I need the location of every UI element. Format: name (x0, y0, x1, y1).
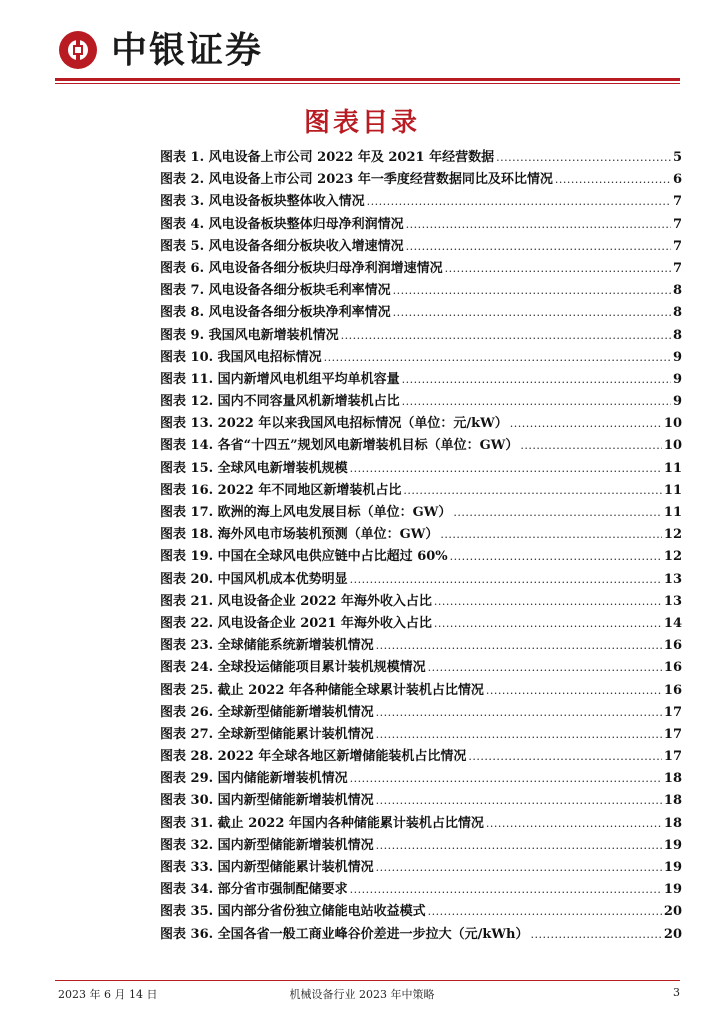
toc-leader-dots (350, 768, 662, 790)
toc-entry-page: 8 (672, 327, 682, 343)
toc-entry-page: 8 (672, 305, 682, 321)
toc-leader-dots (376, 857, 662, 879)
toc-entry-page: 19 (663, 860, 682, 875)
toc-entry-page: 16 (663, 682, 682, 698)
toc-leader-dots (350, 458, 662, 480)
toc-entry-page: 8 (672, 283, 682, 299)
toc-entry-page: 20 (663, 926, 682, 942)
toc-entry[interactable] (160, 280, 682, 302)
toc-leader-dots (402, 369, 671, 391)
toc-entry[interactable] (160, 391, 682, 413)
toc-entry-page: 9 (672, 349, 682, 365)
toc-leader-dots (376, 724, 662, 746)
toc-entry[interactable] (160, 724, 682, 746)
toc-entry-label: 图表 25. 截止 2022 年各种储能全球累计装机占比情况 (160, 682, 484, 698)
toc-leader-dots (376, 790, 662, 812)
toc-entry-label: 图表 26. 全球新型储能新增装机情况 (160, 704, 374, 720)
toc-entry[interactable] (160, 835, 682, 857)
toc-leader-dots (450, 546, 662, 568)
toc-entry-label: 图表 22. 风电设备企业 2021 年海外收入占比 (160, 615, 432, 631)
toc-entry[interactable] (160, 325, 682, 347)
toc-entry-page: 19 (663, 837, 682, 853)
toc-entry[interactable] (160, 369, 682, 391)
toc-leader-dots (468, 746, 662, 768)
toc-entry-page: 9 (672, 371, 682, 387)
toc-entry[interactable] (160, 879, 682, 901)
toc-leader-dots (555, 169, 671, 191)
toc-entry[interactable] (160, 147, 682, 169)
toc-leader-dots (520, 435, 662, 457)
page-header (55, 25, 680, 75)
toc-entry[interactable] (160, 813, 682, 835)
toc-entry[interactable] (160, 857, 682, 879)
toc-entry-label: 图表 8. 风电设备各细分板块净利率情况 (160, 305, 391, 321)
toc-entry[interactable] (160, 302, 682, 324)
toc-entry-label: 图表 1. 风电设备上市公司 2022 年及 2021 年经营数据 (160, 150, 495, 165)
toc-leader-dots (406, 236, 671, 258)
toc-entry-label: 图表 9. 我国风电新增装机情况 (160, 327, 339, 343)
toc-entry[interactable] (160, 591, 682, 613)
toc-entry-label: 图表 19. 中国在全球风电供应链中占比超过 60% (160, 549, 448, 565)
toc-entry-label: 图表 18. 海外风电市场装机预测（单位：GW） (160, 527, 439, 543)
toc-entry-page: 10 (663, 416, 682, 432)
toc-leader-dots (445, 258, 671, 280)
toc-entry-page: 18 (663, 815, 682, 831)
toc-entry-label: 图表 36. 全国各省一般工商业峰谷价差进一步拉大（元/kWh） (160, 926, 529, 942)
toc-entry-page: 11 (663, 482, 682, 498)
toc-leader-dots (393, 302, 671, 324)
toc-leader-dots (440, 524, 662, 546)
toc-leader-dots (510, 413, 662, 435)
toc-leader-dots (434, 613, 662, 635)
toc-leader-dots (496, 147, 671, 169)
toc-entry-label: 图表 32. 国内新型储能新增装机情况 (160, 837, 374, 853)
toc-leader-dots (453, 502, 662, 524)
toc-entry[interactable] (160, 680, 682, 702)
toc-entry-label: 图表 20. 中国风机成本优势明显 (160, 571, 348, 587)
toc-entry-page: 13 (663, 571, 682, 587)
toc-entry[interactable] (160, 702, 682, 724)
toc-entry-label: 图表 31. 截止 2022 年国内各种储能累计装机占比情况 (160, 815, 484, 831)
toc-leader-dots (324, 347, 671, 369)
toc-leader-dots (428, 901, 662, 923)
footer-doc-title: 机械设备行业 2023 年中策略 (289, 988, 435, 1001)
toc-entry-page: 17 (663, 704, 682, 720)
toc-leader-dots (376, 835, 662, 857)
toc-entry-label: 图表 3. 风电设备板块整体收入情况 (160, 194, 365, 210)
toc-entry[interactable] (160, 657, 682, 679)
toc-leader-dots (428, 657, 662, 679)
toc-leader-dots (376, 635, 662, 657)
toc-leader-dots (486, 813, 662, 835)
toc-entry-label: 图表 4. 风电设备板块整体归母净利润情况 (160, 216, 404, 232)
toc-entry-page: 10 (663, 438, 682, 454)
toc-entry[interactable] (160, 746, 682, 768)
toc-entry-page: 7 (672, 216, 682, 232)
toc-entry[interactable] (160, 169, 682, 191)
toc-entry-label: 图表 10. 我国风电招标情况 (160, 349, 322, 365)
toc-entry-label: 图表 16. 2022 年不同地区新增装机占比 (160, 482, 402, 498)
toc-entry-page: 11 (663, 460, 682, 476)
toc-entry-page: 14 (663, 615, 682, 631)
toc-entry-label: 图表 29. 国内储能新增装机情况 (160, 771, 348, 787)
toc-entry-label: 图表 35. 国内部分省份独立储能电站收益模式 (160, 904, 426, 920)
toc-entry-label: 图表 27. 全球新型储能累计装机情况 (160, 726, 374, 742)
toc-entry-label: 图表 12. 国内不同容量风机新增装机占比 (160, 394, 400, 410)
toc-entry-page: 12 (663, 527, 682, 543)
toc-entry-label: 图表 33. 国内新型储能累计装机情况 (160, 860, 374, 875)
header-rule (55, 78, 680, 81)
toc-entry[interactable] (160, 458, 682, 480)
toc-leader-dots (393, 280, 671, 302)
toc-entry-page: 12 (663, 549, 682, 565)
toc-entry-page: 16 (663, 638, 682, 654)
toc-leader-dots (367, 191, 671, 213)
toc-entry-page: 19 (663, 882, 682, 898)
bank-of-china-logo-icon (59, 31, 97, 69)
toc-entry[interactable] (160, 569, 682, 591)
toc-entry-label: 图表 7. 风电设备各细分板块毛利率情况 (160, 283, 391, 299)
toc-entry-label: 图表 5. 风电设备各细分板块收入增速情况 (160, 238, 404, 254)
toc-leader-dots (350, 879, 662, 901)
toc-entry-label: 图表 17. 欧洲的海上风电发展目标（单位：GW） (160, 505, 452, 520)
brand-name: 中银证券 (111, 29, 264, 71)
toc-leader-dots (341, 325, 671, 347)
toc-entry[interactable] (160, 546, 682, 568)
toc-leader-dots (406, 214, 671, 236)
toc-entry[interactable] (160, 480, 682, 502)
toc-entry-label: 图表 21. 风电设备企业 2022 年海外收入占比 (160, 593, 432, 609)
toc-entry-label: 图表 34. 部分省市强制配储要求 (160, 882, 348, 898)
toc-entry-page: 18 (663, 771, 682, 787)
toc-title: 图表目录 (303, 108, 420, 138)
toc-entry[interactable] (160, 790, 682, 812)
toc-entry-page: 17 (663, 726, 682, 742)
toc-leader-dots (434, 591, 662, 613)
toc-entry[interactable] (160, 613, 682, 635)
footer-date: 2023 年 6 月 14 日 (58, 988, 158, 1001)
toc-entry-page: 16 (663, 660, 682, 676)
footer-page-number: 3 (673, 986, 680, 999)
toc-entry-label: 图表 11. 国内新增风电机组平均单机容量 (160, 371, 400, 387)
toc-entry[interactable] (160, 635, 682, 657)
toc-entry[interactable] (160, 924, 682, 946)
toc-entry[interactable] (160, 347, 682, 369)
toc-entry-label: 图表 13. 2022 年以来我国风电招标情况（单位：元/kW） (160, 416, 508, 432)
toc-leader-dots (402, 391, 671, 413)
toc-entry-page: 20 (663, 904, 682, 920)
toc-entry[interactable] (160, 191, 682, 213)
table-of-figures (160, 147, 682, 946)
toc-entry[interactable] (160, 901, 682, 923)
toc-entry-page: 9 (672, 394, 682, 410)
toc-entry-page: 5 (672, 150, 682, 165)
toc-entry-page: 17 (663, 749, 682, 765)
toc-entry-label: 图表 6. 风电设备各细分板块归母净利润增速情况 (160, 260, 443, 276)
toc-entry[interactable] (160, 236, 682, 258)
toc-leader-dots (350, 569, 662, 591)
toc-entry-label: 图表 15. 全球风电新增装机规模 (160, 460, 348, 476)
toc-entry[interactable] (160, 258, 682, 280)
toc-leader-dots (403, 480, 662, 502)
toc-leader-dots (530, 924, 661, 946)
toc-entry-page: 11 (663, 505, 682, 520)
toc-entry-label: 图表 14. 各省“十四五”规划风电新增装机目标（单位：GW） (160, 438, 519, 454)
footer-rule (55, 980, 680, 981)
toc-leader-dots (486, 680, 662, 702)
toc-entry[interactable] (160, 502, 682, 524)
toc-entry-page: 6 (672, 172, 682, 188)
toc-entry-page: 7 (672, 260, 682, 276)
toc-entry-page: 7 (672, 194, 682, 210)
toc-entry[interactable] (160, 214, 682, 236)
toc-entry[interactable] (160, 413, 682, 435)
toc-entry[interactable] (160, 435, 682, 457)
toc-entry-label: 图表 23. 全球储能系统新增装机情况 (160, 638, 374, 654)
toc-entry[interactable] (160, 524, 682, 546)
toc-leader-dots (376, 702, 662, 724)
toc-entry[interactable] (160, 768, 682, 790)
header-rule-thin (55, 83, 680, 84)
toc-entry-label: 图表 28. 2022 年全球各地区新增储能装机占比情况 (160, 749, 467, 765)
toc-entry-label: 图表 24. 全球投运储能项目累计装机规模情况 (160, 660, 426, 676)
toc-entry-page: 13 (663, 593, 682, 609)
toc-entry-label: 图表 30. 国内新型储能新增装机情况 (160, 793, 374, 809)
toc-entry-label: 图表 2. 风电设备上市公司 2023 年一季度经营数据同比及环比情况 (160, 172, 553, 188)
toc-entry-page: 18 (663, 793, 682, 809)
toc-entry-page: 7 (672, 238, 682, 254)
